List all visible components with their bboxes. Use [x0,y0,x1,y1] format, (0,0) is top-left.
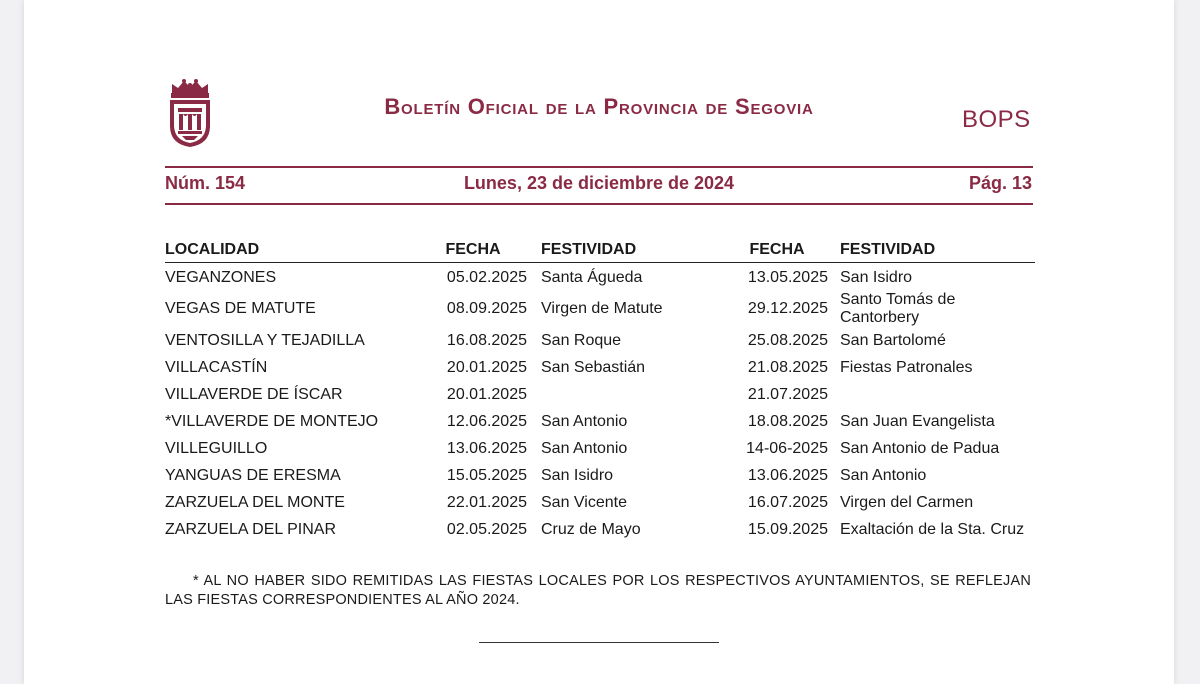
cell-localidad: VILLACASTÍN [165,358,268,376]
table-header-row [165,239,1035,263]
cell-fecha-1: 20.01.2025 [446,358,527,376]
cell-festividad-1: San Antonio [541,412,628,430]
cell-localidad: VEGANZONES [165,268,277,286]
table-row [165,489,1035,516]
cell-fecha-2: 14-06-2025 [746,439,828,457]
cell-festividad-2: San Juan Evangelista [840,412,995,430]
cell-festividad-1: San Isidro [541,466,614,484]
cell-fecha-1: 22.01.2025 [446,493,527,511]
cell-festividad-1: Santa Águeda [541,268,643,286]
cell-fecha-2: 29.12.2025 [747,300,828,317]
cell-festividad-2 [840,381,1035,408]
cell-fecha-2: 13.06.2025 [747,466,828,484]
page-number: Pág. 13 [968,173,1032,193]
column-header-fecha-2: FECHA [726,239,840,263]
cell-festividad-2: San Isidro [840,268,913,286]
cell-festividad-1: San Vicente [541,493,627,511]
table-row [165,327,1035,354]
cell-localidad: VEGAS DE MATUTE [165,300,316,317]
cell-fecha-2: 15.09.2025 [747,520,828,538]
cell-localidad: ZARZUELA DEL PINAR [165,520,337,538]
cell-festividad-2: Exaltación de la Sta. Cruz [840,520,1025,538]
bulletin-abbrev: BOPS [962,106,1031,133]
cell-festividad-2: Fiestas Patronales [840,358,973,376]
cell-localidad: ZARZUELA DEL MONTE [165,493,345,511]
table-row [165,354,1035,381]
footnote: * AL NO HABER SIDO REMITIDAS LAS FIESTAS LOCALES POR LOS RESPECTIVOS AYUNTAMIENTOS, SE REFLEJAN LAS FIESTAS CORRESPONDIENTES AL AÑO 2024. [165,573,1031,608]
cell-fecha-1: 08.09.2025 [446,300,527,317]
cell-festividad-1: San Antonio [541,439,628,457]
cell-festividad-2: San Antonio de Padua [840,439,1000,457]
cell-festividad-1 [541,381,726,408]
cell-festividad-1: San Roque [541,331,622,349]
document-page [24,0,1174,684]
header-rule-bottom [165,203,1033,205]
cell-festividad-2: Virgen del Carmen [840,493,974,511]
table-row [165,381,1035,408]
cell-festividad-1: Virgen de Matute [541,300,663,317]
cell-festividad-1: Cruz de Mayo [541,520,641,538]
table-row [165,263,1035,292]
cell-fecha-1: 12.06.2025 [446,412,527,430]
footer-separator [479,642,719,643]
cell-localidad: VENTOSILLA Y TEJADILLA [165,331,365,349]
table-row [165,408,1035,435]
cell-festividad-2: San Antonio [840,466,927,484]
column-header-festividad-2: FESTIVIDAD [840,239,1035,263]
cell-fecha-1: 02.05.2025 [446,520,527,538]
cell-fecha-2: 25.08.2025 [747,331,828,349]
cell-fecha-1: 05.02.2025 [446,268,527,286]
cell-fecha-1: 15.05.2025 [446,466,527,484]
column-header-localidad: LOCALIDAD [165,239,419,263]
header-rule-top [165,166,1033,168]
column-header-festividad-1: FESTIVIDAD [541,239,726,263]
cell-localidad: VILLAVERDE DE ÍSCAR [165,385,343,403]
cell-fecha-2: 13.05.2025 [747,268,828,286]
cell-festividad-2: Santo Tomás de Cantorbery [840,291,956,326]
issue-date: Lunes, 23 de diciembre de 2024 [463,173,735,193]
cell-fecha-2: 21.07.2025 [747,385,828,403]
issue-number: Núm. 154 [165,173,246,193]
cell-localidad: YANGUAS DE ERESMA [165,466,341,484]
cell-festividad-1: San Sebastián [541,358,646,376]
table-row [165,291,1035,327]
table-row [165,435,1035,462]
local-holidays-table [165,239,1035,543]
bulletin-title: Boletín Oficial de la Provincia de Segovia [384,94,814,119]
column-header-fecha-1: FECHA [419,239,541,263]
table-row [165,462,1035,489]
cell-fecha-2: 21.08.2025 [747,358,828,376]
cell-festividad-2: San Bartolomé [840,331,946,349]
cell-fecha-2: 16.07.2025 [747,493,828,511]
cell-fecha-1: 16.08.2025 [446,331,527,349]
table-row [165,516,1035,543]
cell-localidad: *VILLAVERDE DE MONTEJO [165,412,379,430]
cell-fecha-2: 18.08.2025 [747,412,828,430]
cell-fecha-1: 20.01.2025 [446,385,527,403]
cell-localidad: VILLEGUILLO [165,439,268,457]
cell-fecha-1: 13.06.2025 [446,439,527,457]
